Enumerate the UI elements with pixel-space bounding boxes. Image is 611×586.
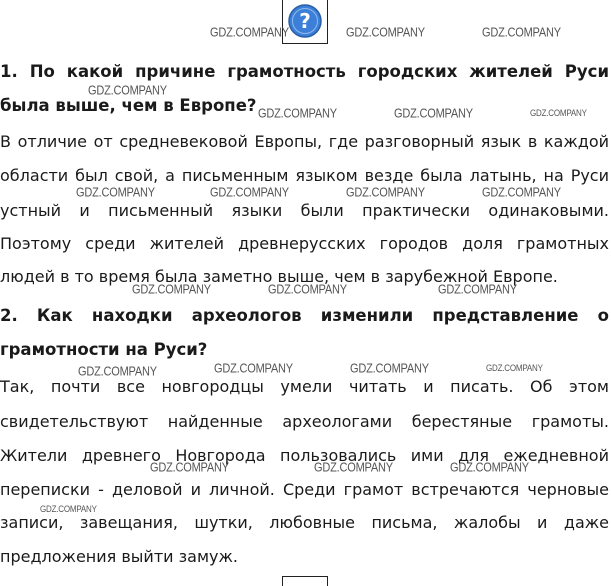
answer-1-line-3: устный и письменный языки были практически одинаковыми. (0, 201, 609, 220)
question-1-line-1: 1. По какой причине грамотность городских жителей Руси (0, 62, 609, 81)
watermark: GDZ.COMPANY (78, 365, 157, 379)
watermark: GDZ.COMPANY (482, 186, 561, 200)
watermark: GDZ.COMPANY (346, 186, 425, 200)
watermark: GDZ.COMPANY (438, 283, 517, 297)
watermark: GDZ.COMPANY (394, 107, 473, 121)
watermark: GDZ.COMPANY (76, 186, 155, 200)
watermark: GDZ.COMPANY (214, 362, 293, 376)
answer-2-line-5: записи, завещания, шутки, любовные письма, жалобы и даже (0, 513, 609, 532)
answer-2-line-3: Жители древнего Новгорода пользовались ими для ежедневной (0, 446, 609, 465)
watermark: GDZ.COMPANY (314, 461, 393, 475)
watermark: GDZ.COMPANY (450, 461, 529, 475)
answer-1-line-1: В отличие от средневековой Европы, где разговорный язык в каждой (0, 132, 609, 151)
answer-1-line-4: Поэтому среди жителей древнерусских городов доля грамотных (0, 234, 609, 253)
answer-2-line-2: свидетельствуют найденные археологами берестяные грамоты. (0, 412, 609, 431)
watermark: GDZ.COMPANY (210, 26, 289, 40)
watermark: GDZ.COMPANY (530, 108, 587, 119)
svg-text:?: ? (299, 9, 311, 33)
answer-2-line-4: переписки - деловой и личной. Среди грамот встречаются черновые (0, 480, 609, 499)
watermark: GDZ.COMPANY (132, 283, 211, 297)
question-1-line-2: была выше, чем в Европе? (0, 96, 257, 115)
question-2-line-1: 2. Как находки археологов изменили представление о (0, 306, 609, 325)
next-help-box (282, 576, 328, 586)
watermark: GDZ.COMPANY (210, 186, 289, 200)
answer-2-line-1: Так, почти все новгородцы умели читать и писать. Об этом (0, 377, 609, 396)
watermark: GDZ.COMPANY (268, 283, 347, 297)
answer-2-line-6: предложения выйти замуж. (0, 547, 238, 566)
watermark: GDZ.COMPANY (150, 461, 229, 475)
watermark: GDZ.COMPANY (482, 26, 561, 40)
help-question-icon (287, 3, 323, 39)
answer-1-line-2: области был свой, а письменным языком везде была латынь, на Руси (0, 166, 609, 185)
question-2-line-2: грамотности на Руси? (0, 340, 208, 359)
answer-1-line-5: людей в то время была заметно выше, чем в зарубежной Европе. (0, 267, 558, 286)
watermark: GDZ.COMPANY (486, 363, 543, 374)
watermark: GDZ.COMPANY (258, 107, 337, 121)
watermark: GDZ.COMPANY (346, 26, 425, 40)
watermark: GDZ.COMPANY (350, 362, 429, 376)
watermark: GDZ.COMPANY (88, 84, 167, 98)
watermark: GDZ.COMPANY (40, 504, 97, 515)
